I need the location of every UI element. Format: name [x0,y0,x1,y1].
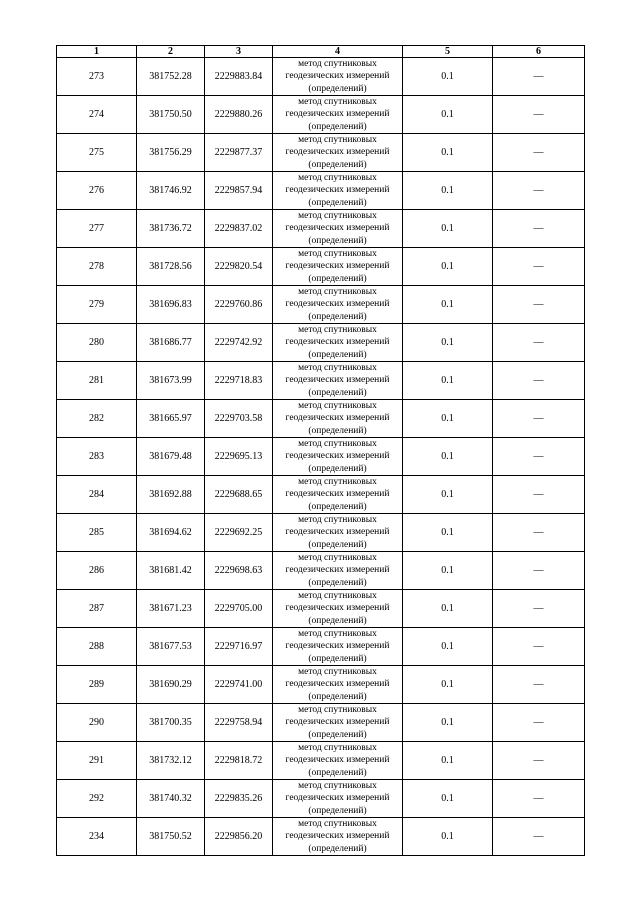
method-cell [273,704,403,742]
y-coordinate-cell: 2229698.63 [205,552,273,590]
method-line: геодезических измерений [285,413,390,424]
accuracy-cell: 0.1 [403,58,493,96]
method-cell [273,362,403,400]
method-line: метод спутниковых [298,743,377,754]
point-number-cell: 234 [57,818,137,856]
method-cell [273,248,403,286]
point-number-cell: 289 [57,666,137,704]
method-line: метод спутниковых [298,439,377,450]
y-coordinate-cell: 2229758.94 [205,704,273,742]
x-coordinate-cell: 381752.28 [137,58,205,96]
method-line: метод спутниковых [298,173,377,184]
accuracy-cell: 0.1 [403,742,493,780]
x-coordinate-cell: 381690.29 [137,666,205,704]
accuracy-cell: 0.1 [403,590,493,628]
method-cell [273,780,403,818]
accuracy-cell: 0.1 [403,438,493,476]
y-coordinate-cell: 2229742.92 [205,324,273,362]
table-row [57,134,585,172]
method-line: (определений) [308,349,367,360]
y-coordinate-cell: 2229877.37 [205,134,273,172]
x-coordinate-cell: 381665.97 [137,400,205,438]
method-line: геодезических измерений [285,565,390,576]
y-coordinate-cell: 2229818.72 [205,742,273,780]
header-row [57,46,585,58]
accuracy-cell: 0.1 [403,476,493,514]
point-number-cell: 287 [57,590,137,628]
x-coordinate-cell: 381681.42 [137,552,205,590]
method-line: метод спутниковых [298,325,377,336]
y-coordinate-cell: 2229692.25 [205,514,273,552]
table-body [57,58,585,856]
x-coordinate-cell: 381671.23 [137,590,205,628]
accuracy-cell: 0.1 [403,210,493,248]
header-col-6: 6 [493,46,585,58]
y-coordinate-cell: 2229880.26 [205,96,273,134]
y-coordinate-cell: 2229741.00 [205,666,273,704]
x-coordinate-cell: 381700.35 [137,704,205,742]
method-cell [273,286,403,324]
point-number-cell: 281 [57,362,137,400]
method-cell [273,438,403,476]
accuracy-cell: 0.1 [403,324,493,362]
x-coordinate-cell: 381746.92 [137,172,205,210]
note-cell: — [493,438,585,476]
note-cell: — [493,818,585,856]
method-cell [273,590,403,628]
method-line: (определений) [308,235,367,246]
point-number-cell: 285 [57,514,137,552]
method-line: (определений) [308,425,367,436]
y-coordinate-cell: 2229760.86 [205,286,273,324]
method-line: метод спутниковых [298,515,377,526]
method-line: (определений) [308,691,367,702]
method-line: метод спутниковых [298,135,377,146]
method-cell [273,818,403,856]
coordinates-table [56,45,585,856]
note-cell: — [493,362,585,400]
note-cell: — [493,400,585,438]
accuracy-cell: 0.1 [403,514,493,552]
note-cell: — [493,172,585,210]
point-number-cell: 290 [57,704,137,742]
table-row [57,172,585,210]
table-row [57,818,585,856]
point-number-cell: 280 [57,324,137,362]
method-cell [273,134,403,172]
x-coordinate-cell: 381696.83 [137,286,205,324]
method-line: (определений) [308,729,367,740]
x-coordinate-cell: 381692.88 [137,476,205,514]
method-line: (определений) [308,463,367,474]
point-number-cell: 278 [57,248,137,286]
method-line: метод спутниковых [298,477,377,488]
y-coordinate-cell: 2229837.02 [205,210,273,248]
x-coordinate-cell: 381677.53 [137,628,205,666]
method-cell [273,476,403,514]
note-cell: — [493,628,585,666]
accuracy-cell: 0.1 [403,818,493,856]
x-coordinate-cell: 381673.99 [137,362,205,400]
method-cell [273,514,403,552]
method-line: геодезических измерений [285,831,390,842]
note-cell: — [493,704,585,742]
y-coordinate-cell: 2229705.00 [205,590,273,628]
table-header [57,46,585,58]
method-line: метод спутниковых [298,59,377,70]
table-row [57,742,585,780]
method-line: метод спутниковых [298,97,377,108]
note-cell: — [493,590,585,628]
y-coordinate-cell: 2229856.20 [205,818,273,856]
table-row [57,248,585,286]
x-coordinate-cell: 381686.77 [137,324,205,362]
table-row [57,514,585,552]
header-col-3: 3 [205,46,273,58]
method-line: (определений) [308,197,367,208]
note-cell: — [493,96,585,134]
point-number-cell: 283 [57,438,137,476]
method-cell [273,552,403,590]
point-number-cell: 292 [57,780,137,818]
accuracy-cell: 0.1 [403,780,493,818]
method-line: геодезических измерений [285,375,390,386]
x-coordinate-cell: 381740.32 [137,780,205,818]
table-row [57,704,585,742]
accuracy-cell: 0.1 [403,286,493,324]
x-coordinate-cell: 381750.50 [137,96,205,134]
table-row [57,362,585,400]
method-line: геодезических измерений [285,109,390,120]
point-number-cell: 276 [57,172,137,210]
method-line: геодезических измерений [285,223,390,234]
method-line: геодезических измерений [285,185,390,196]
method-line: метод спутниковых [298,287,377,298]
method-line: метод спутниковых [298,553,377,564]
point-number-cell: 282 [57,400,137,438]
method-line: (определений) [308,159,367,170]
table-row [57,476,585,514]
method-line: (определений) [308,843,367,854]
y-coordinate-cell: 2229820.54 [205,248,273,286]
note-cell: — [493,248,585,286]
method-line: геодезических измерений [285,337,390,348]
method-line: геодезических измерений [285,527,390,538]
method-line: геодезических измерений [285,489,390,500]
method-line: (определений) [308,539,367,550]
method-line: (определений) [308,577,367,588]
note-cell: — [493,780,585,818]
accuracy-cell: 0.1 [403,362,493,400]
header-col-5: 5 [403,46,493,58]
method-line: геодезических измерений [285,451,390,462]
table-row [57,438,585,476]
x-coordinate-cell: 381679.48 [137,438,205,476]
method-line: геодезических измерений [285,603,390,614]
header-col-1: 1 [57,46,137,58]
method-line: (определений) [308,501,367,512]
table-row [57,552,585,590]
point-number-cell: 279 [57,286,137,324]
method-line: метод спутниковых [298,629,377,640]
method-cell [273,400,403,438]
method-line: (определений) [308,805,367,816]
note-cell: — [493,324,585,362]
header-col-2: 2 [137,46,205,58]
y-coordinate-cell: 2229716.97 [205,628,273,666]
method-line: метод спутниковых [298,401,377,412]
table-row [57,666,585,704]
method-line: (определений) [308,121,367,132]
method-line: (определений) [308,653,367,664]
method-cell [273,210,403,248]
method-line: геодезических измерений [285,717,390,728]
accuracy-cell: 0.1 [403,96,493,134]
table-row [57,210,585,248]
point-number-cell: 277 [57,210,137,248]
y-coordinate-cell: 2229688.65 [205,476,273,514]
header-col-4: 4 [273,46,403,58]
method-line: (определений) [308,83,367,94]
note-cell: — [493,514,585,552]
x-coordinate-cell: 381750.52 [137,818,205,856]
x-coordinate-cell: 381694.62 [137,514,205,552]
note-cell: — [493,666,585,704]
method-line: метод спутниковых [298,249,377,260]
x-coordinate-cell: 381728.56 [137,248,205,286]
method-cell [273,96,403,134]
table-row [57,780,585,818]
method-cell [273,58,403,96]
method-line: метод спутниковых [298,211,377,222]
method-line: геодезических измерений [285,793,390,804]
method-line: геодезических измерений [285,641,390,652]
accuracy-cell: 0.1 [403,666,493,704]
method-line: геодезических измерений [285,299,390,310]
table-row [57,590,585,628]
method-line: (определений) [308,615,367,626]
table-row [57,324,585,362]
method-cell [273,324,403,362]
y-coordinate-cell: 2229695.13 [205,438,273,476]
y-coordinate-cell: 2229835.26 [205,780,273,818]
method-line: метод спутниковых [298,819,377,830]
x-coordinate-cell: 381732.12 [137,742,205,780]
x-coordinate-cell: 381756.29 [137,134,205,172]
method-line: (определений) [308,273,367,284]
method-line: геодезических измерений [285,147,390,158]
note-cell: — [493,134,585,172]
accuracy-cell: 0.1 [403,552,493,590]
y-coordinate-cell: 2229718.83 [205,362,273,400]
method-line: геодезических измерений [285,755,390,766]
accuracy-cell: 0.1 [403,628,493,666]
table-row [57,96,585,134]
y-coordinate-cell: 2229703.58 [205,400,273,438]
method-cell [273,628,403,666]
method-line: (определений) [308,767,367,778]
method-line: (определений) [308,387,367,398]
note-cell: — [493,552,585,590]
table-row [57,400,585,438]
accuracy-cell: 0.1 [403,400,493,438]
method-line: геодезических измерений [285,261,390,272]
point-number-cell: 274 [57,96,137,134]
point-number-cell: 273 [57,58,137,96]
point-number-cell: 288 [57,628,137,666]
method-line: метод спутниковых [298,781,377,792]
accuracy-cell: 0.1 [403,172,493,210]
table-row [57,628,585,666]
point-number-cell: 286 [57,552,137,590]
note-cell: — [493,742,585,780]
accuracy-cell: 0.1 [403,704,493,742]
method-line: геодезических измерений [285,679,390,690]
y-coordinate-cell: 2229883.84 [205,58,273,96]
table-row [57,286,585,324]
method-line: метод спутниковых [298,705,377,716]
accuracy-cell: 0.1 [403,134,493,172]
method-cell [273,742,403,780]
note-cell: — [493,210,585,248]
accuracy-cell: 0.1 [403,248,493,286]
point-number-cell: 275 [57,134,137,172]
method-line: (определений) [308,311,367,322]
y-coordinate-cell: 2229857.94 [205,172,273,210]
point-number-cell: 284 [57,476,137,514]
x-coordinate-cell: 381736.72 [137,210,205,248]
table-row [57,58,585,96]
method-line: метод спутниковых [298,591,377,602]
note-cell: — [493,286,585,324]
method-cell [273,172,403,210]
method-line: метод спутниковых [298,667,377,678]
method-cell [273,666,403,704]
point-number-cell: 291 [57,742,137,780]
method-line: геодезических измерений [285,71,390,82]
method-line: метод спутниковых [298,363,377,374]
note-cell: — [493,476,585,514]
note-cell: — [493,58,585,96]
